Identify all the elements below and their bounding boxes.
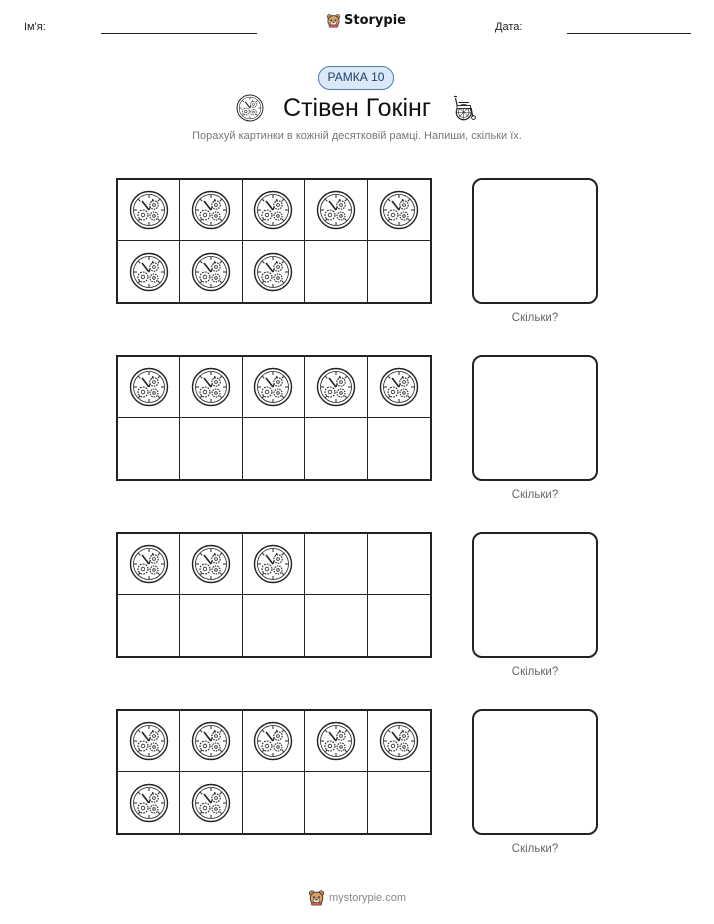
answer-box-2[interactable] xyxy=(472,355,598,481)
footer xyxy=(308,889,406,906)
bear-mascot-icon xyxy=(308,889,325,906)
frame-cell xyxy=(368,534,430,595)
clock-gears-icon xyxy=(191,252,231,292)
frame-cell xyxy=(180,711,242,772)
date-blank-line[interactable] xyxy=(567,33,691,34)
clock-gears-icon xyxy=(253,721,293,761)
frame-cell xyxy=(305,711,367,772)
bear-mascot-icon xyxy=(326,13,341,28)
frame-cell xyxy=(305,180,367,241)
frame-cell xyxy=(118,711,180,772)
frame-cell xyxy=(368,180,430,241)
frame-cell xyxy=(305,418,367,479)
clock-gears-icon xyxy=(316,367,356,407)
frame-cell xyxy=(118,418,180,479)
how-many-label-2: Скільки? xyxy=(511,489,559,501)
clock-gears-icon xyxy=(129,367,169,407)
answer-box-4[interactable] xyxy=(472,709,598,835)
frame-cell xyxy=(305,772,367,833)
clock-gears-icon xyxy=(129,721,169,761)
frame-cell xyxy=(180,418,242,479)
clock-gears-icon xyxy=(191,544,231,584)
ten-frame-4 xyxy=(116,709,432,835)
frame-cell xyxy=(305,595,367,656)
name-blank-line[interactable] xyxy=(101,33,257,34)
answer-box-1[interactable] xyxy=(472,178,598,304)
frame-cell xyxy=(368,418,430,479)
frame-cell xyxy=(305,241,367,302)
frame-cell xyxy=(118,357,180,418)
frame-cell xyxy=(368,711,430,772)
frame-cell xyxy=(368,241,430,302)
ten-frame-3 xyxy=(116,532,432,658)
clock-gears-icon xyxy=(253,252,293,292)
clock-gears-icon xyxy=(129,783,169,823)
clock-gears-icon xyxy=(129,544,169,584)
frame-cell xyxy=(180,595,242,656)
frame-cell xyxy=(305,357,367,418)
brand-name: Storypie xyxy=(344,13,406,28)
frame-cell xyxy=(180,534,242,595)
name-label: Ім'я: xyxy=(24,21,46,33)
frame-cell xyxy=(243,418,305,479)
frame-cell xyxy=(305,534,367,595)
date-label: Дата: xyxy=(495,21,523,33)
clock-gears-icon xyxy=(191,367,231,407)
how-many-label-3: Скільки? xyxy=(511,666,559,678)
ten-frame-badge: РАМКА 10 xyxy=(318,66,394,90)
brand-logo xyxy=(326,13,406,28)
frame-cell xyxy=(243,711,305,772)
frame-cell xyxy=(180,357,242,418)
frame-cell xyxy=(243,772,305,833)
clock-gears-icon xyxy=(191,783,231,823)
frame-cell xyxy=(118,534,180,595)
ten-frame-2 xyxy=(116,355,432,481)
instructions: Порахуй картинки в кожній десятковій рамці. Напиши, скільки їх. xyxy=(192,130,522,142)
frame-cell xyxy=(243,180,305,241)
clock-gears-icon xyxy=(253,367,293,407)
frame-cell xyxy=(368,772,430,833)
how-many-label-1: Скільки? xyxy=(511,312,559,324)
answer-box-3[interactable] xyxy=(472,532,598,658)
frame-cell xyxy=(118,180,180,241)
clock-gears-icon xyxy=(379,721,419,761)
how-many-label-4: Скільки? xyxy=(511,843,559,855)
clock-gears-icon xyxy=(253,190,293,230)
ten-frame-1 xyxy=(116,178,432,304)
clock-gears-icon xyxy=(191,721,231,761)
frame-cell xyxy=(243,595,305,656)
frame-cell xyxy=(180,772,242,833)
clock-gears-icon xyxy=(191,190,231,230)
frame-cell xyxy=(118,241,180,302)
frame-cell xyxy=(368,595,430,656)
frame-cell xyxy=(180,180,242,241)
clock-gears-icon xyxy=(316,190,356,230)
clock-gears-icon xyxy=(379,367,419,407)
frame-cell xyxy=(243,357,305,418)
frame-cell xyxy=(118,772,180,833)
frame-cell xyxy=(118,595,180,656)
footer-url: mystorypie.com xyxy=(329,891,407,904)
clock-gears-icon xyxy=(129,252,169,292)
wheelchair-icon xyxy=(448,92,478,122)
clock-gears-icon xyxy=(379,190,419,230)
clock-gears-icon xyxy=(253,544,293,584)
clock-gears-icon xyxy=(129,190,169,230)
frame-cell xyxy=(243,241,305,302)
frame-cell xyxy=(180,241,242,302)
frame-cell xyxy=(243,534,305,595)
clock-gears-icon xyxy=(316,721,356,761)
worksheet-title: Стівен Гокінг xyxy=(283,94,431,122)
frame-cell xyxy=(368,357,430,418)
